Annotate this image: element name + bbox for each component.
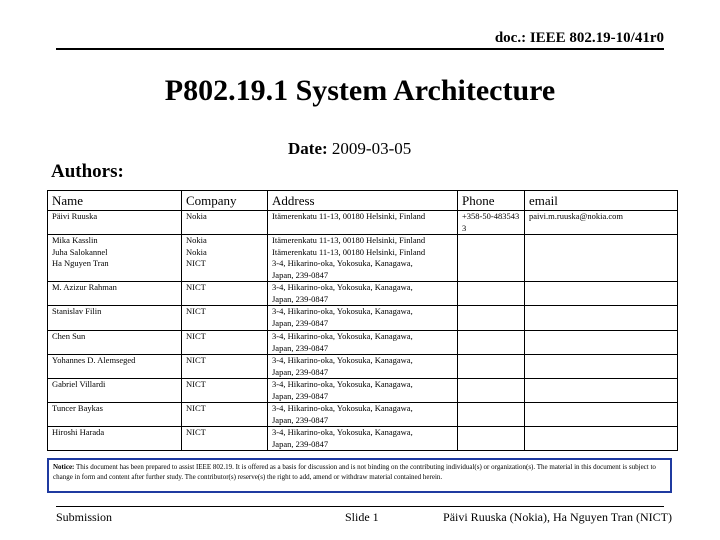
author-address-cell-line: Japan, 239-0847 <box>272 317 329 328</box>
author-name-cell <box>48 403 182 427</box>
author-company-cell <box>182 427 268 451</box>
author-company-cell-line: NICT <box>186 427 206 437</box>
author-email-cell <box>525 331 678 355</box>
date-label: Date: <box>288 139 328 158</box>
author-name-cell <box>48 427 182 451</box>
author-address-cell-line: Japan, 239-0847 <box>272 366 329 377</box>
author-company-cell <box>182 331 268 355</box>
authors-table-body <box>48 211 678 451</box>
author-company-cell-line: Nokia <box>186 246 207 257</box>
authors-table <box>47 190 678 451</box>
author-phone: +358-50-4835433 <box>462 211 520 233</box>
author-address-cell <box>268 427 458 451</box>
author-name-cell <box>48 282 182 306</box>
author-address-cell-line: 3-4, Hikarino-oka, Yokosuka, Kanagawa, <box>272 355 413 365</box>
author-address-cell-line: Itämerenkatu 11-13, 00180 Helsinki, Finland <box>272 235 426 245</box>
author-company-cell <box>182 403 268 427</box>
author-name-cell <box>48 331 182 355</box>
authors-heading: Authors: <box>51 161 124 182</box>
author-phone-cell <box>458 403 525 427</box>
author-phone-cell <box>458 282 525 306</box>
author-name-cell-line: Yohannes D. Alemseged <box>52 355 136 365</box>
author-address-cell-line: Japan, 239-0847 <box>272 269 329 280</box>
author-company-cell <box>182 235 268 282</box>
author-name-cell-line: Mika Kasslin <box>52 235 98 245</box>
author-name-cell <box>48 379 182 403</box>
author-company-cell-line: NICT <box>186 379 206 389</box>
author-address-cell-line: Itämerenkatu 11-13, 00180 Helsinki, Finland <box>272 246 426 257</box>
author-address-cell <box>268 355 458 379</box>
author-address-cell-line: 3-4, Hikarino-oka, Yokosuka, Kanagawa, <box>272 331 413 341</box>
author-company-cell-line: NICT <box>186 282 206 292</box>
author-address-cell <box>268 379 458 403</box>
notice-box <box>47 458 672 493</box>
author-email-cell <box>525 306 678 331</box>
author-name-cell-line: M. Azizur Rahman <box>52 282 117 292</box>
author-name-cell-line: Päivi Ruuska <box>52 211 98 221</box>
author-company-cell-line: NICT <box>186 258 206 268</box>
author-email-cell <box>525 379 678 403</box>
author-address-cell-line: Japan, 239-0847 <box>272 390 329 401</box>
date-value: 2009-03-05 <box>331 139 412 158</box>
author-company-cell <box>182 379 268 403</box>
author-company-cell <box>182 211 268 235</box>
table-row <box>48 379 678 403</box>
author-phone-cell <box>458 331 525 355</box>
author-company-cell-line: NICT <box>186 331 206 341</box>
slide-title: P802.19.1 System Architecture <box>164 74 556 107</box>
header-rule <box>56 48 664 50</box>
table-row <box>48 306 678 331</box>
author-email-cell <box>525 235 678 282</box>
author-company-cell <box>182 282 268 306</box>
footer-rule <box>56 506 664 507</box>
author-phone-cell <box>458 235 525 282</box>
author-address-cell-line: Japan, 239-0847 <box>272 414 329 425</box>
author-address-cell <box>268 211 458 235</box>
footer-slide-number: Slide 1 <box>345 510 379 524</box>
column-header: Address <box>268 191 458 211</box>
table-header-row <box>48 191 678 211</box>
author-address-cell-line: Japan, 239-0847 <box>272 293 329 304</box>
author-address-cell <box>268 282 458 306</box>
author-company-cell <box>182 355 268 379</box>
author-name-cell-line: Hiroshi Harada <box>52 427 105 437</box>
author-name-cell-line: Tuncer Baykas <box>52 403 103 413</box>
author-address-cell-line: Itämerenkatu 11-13, 00180 Helsinki, Finland <box>272 211 426 221</box>
author-address-cell <box>268 306 458 331</box>
table-row <box>48 211 678 235</box>
document-id: doc.: IEEE 802.19-10/41r0 <box>494 30 664 46</box>
table-row <box>48 355 678 379</box>
author-phone-cell <box>458 427 525 451</box>
author-phone-cell <box>458 306 525 331</box>
author-address-cell-line: 3-4, Hikarino-oka, Yokosuka, Kanagawa, <box>272 379 413 389</box>
author-address-cell-line: Japan, 239-0847 <box>272 342 329 353</box>
author-name-cell <box>48 355 182 379</box>
author-name-cell-line: Ha Nguyen Tran <box>52 258 109 268</box>
author-email-cell <box>525 403 678 427</box>
author-company-cell-line: Nokia <box>186 211 207 221</box>
author-address-cell <box>268 331 458 355</box>
table-row <box>48 331 678 355</box>
author-phone-cell <box>458 379 525 403</box>
table-row <box>48 427 678 451</box>
notice-label: Notice: <box>53 463 75 471</box>
author-address-cell-line: 3-4, Hikarino-oka, Yokosuka, Kanagawa, <box>272 427 413 437</box>
footer-submission: Submission <box>56 510 113 524</box>
author-address-cell <box>268 403 458 427</box>
author-company-cell-line: Nokia <box>186 235 207 245</box>
notice-text: This document has been prepared to assist IEEE 802.19. It is offered as a basis for discussion and is not binding on the contributing individual(s) or organization(s). The material in this document is subject to change in form and content after further study. The contributor(s) reserve(s) the right to add, amend or withdraw material contained herein. <box>53 463 656 481</box>
author-email-cell <box>525 282 678 306</box>
author-name-cell-line: Juha Salokannel <box>52 246 108 257</box>
author-email-cell <box>525 427 678 451</box>
author-phone-cell <box>458 355 525 379</box>
author-address-cell-line: 3-4, Hikarino-oka, Yokosuka, Kanagawa, <box>272 306 413 316</box>
column-header: Company <box>182 191 268 211</box>
author-name-cell-line: Stanislav Filin <box>52 306 102 316</box>
author-company-cell-line: NICT <box>186 355 206 365</box>
footer-authors: Päivi Ruuska (Nokia), Ha Nguyen Tran (NICT) <box>443 510 672 524</box>
author-email: paivi.m.ruuska@nokia.com <box>529 211 623 221</box>
author-name-cell <box>48 235 182 282</box>
author-address-cell-line: 3-4, Hikarino-oka, Yokosuka, Kanagawa, <box>272 282 413 292</box>
author-name-cell <box>48 211 182 235</box>
author-name-cell <box>48 306 182 331</box>
author-name-cell-line: Gabriel Villardi <box>52 379 106 389</box>
author-company-cell <box>182 306 268 331</box>
author-address-cell <box>268 235 458 282</box>
author-name-cell-line: Chen Sun <box>52 331 86 341</box>
author-company-cell-line: NICT <box>186 403 206 413</box>
author-email-cell <box>525 211 678 235</box>
author-address-cell-line: Japan, 239-0847 <box>272 438 329 449</box>
author-company-cell-line: NICT <box>186 306 206 316</box>
table-row <box>48 403 678 427</box>
author-address-cell-line: 3-4, Hikarino-oka, Yokosuka, Kanagawa, <box>272 403 413 413</box>
column-header: Phone <box>458 191 525 211</box>
column-header: email <box>525 191 678 211</box>
table-row <box>48 235 678 282</box>
author-address-cell-line: 3-4, Hikarino-oka, Yokosuka, Kanagawa, <box>272 258 413 268</box>
author-phone-cell <box>458 211 525 235</box>
table-row <box>48 282 678 306</box>
author-email-cell <box>525 355 678 379</box>
column-header: Name <box>48 191 182 211</box>
date-line <box>288 139 411 159</box>
